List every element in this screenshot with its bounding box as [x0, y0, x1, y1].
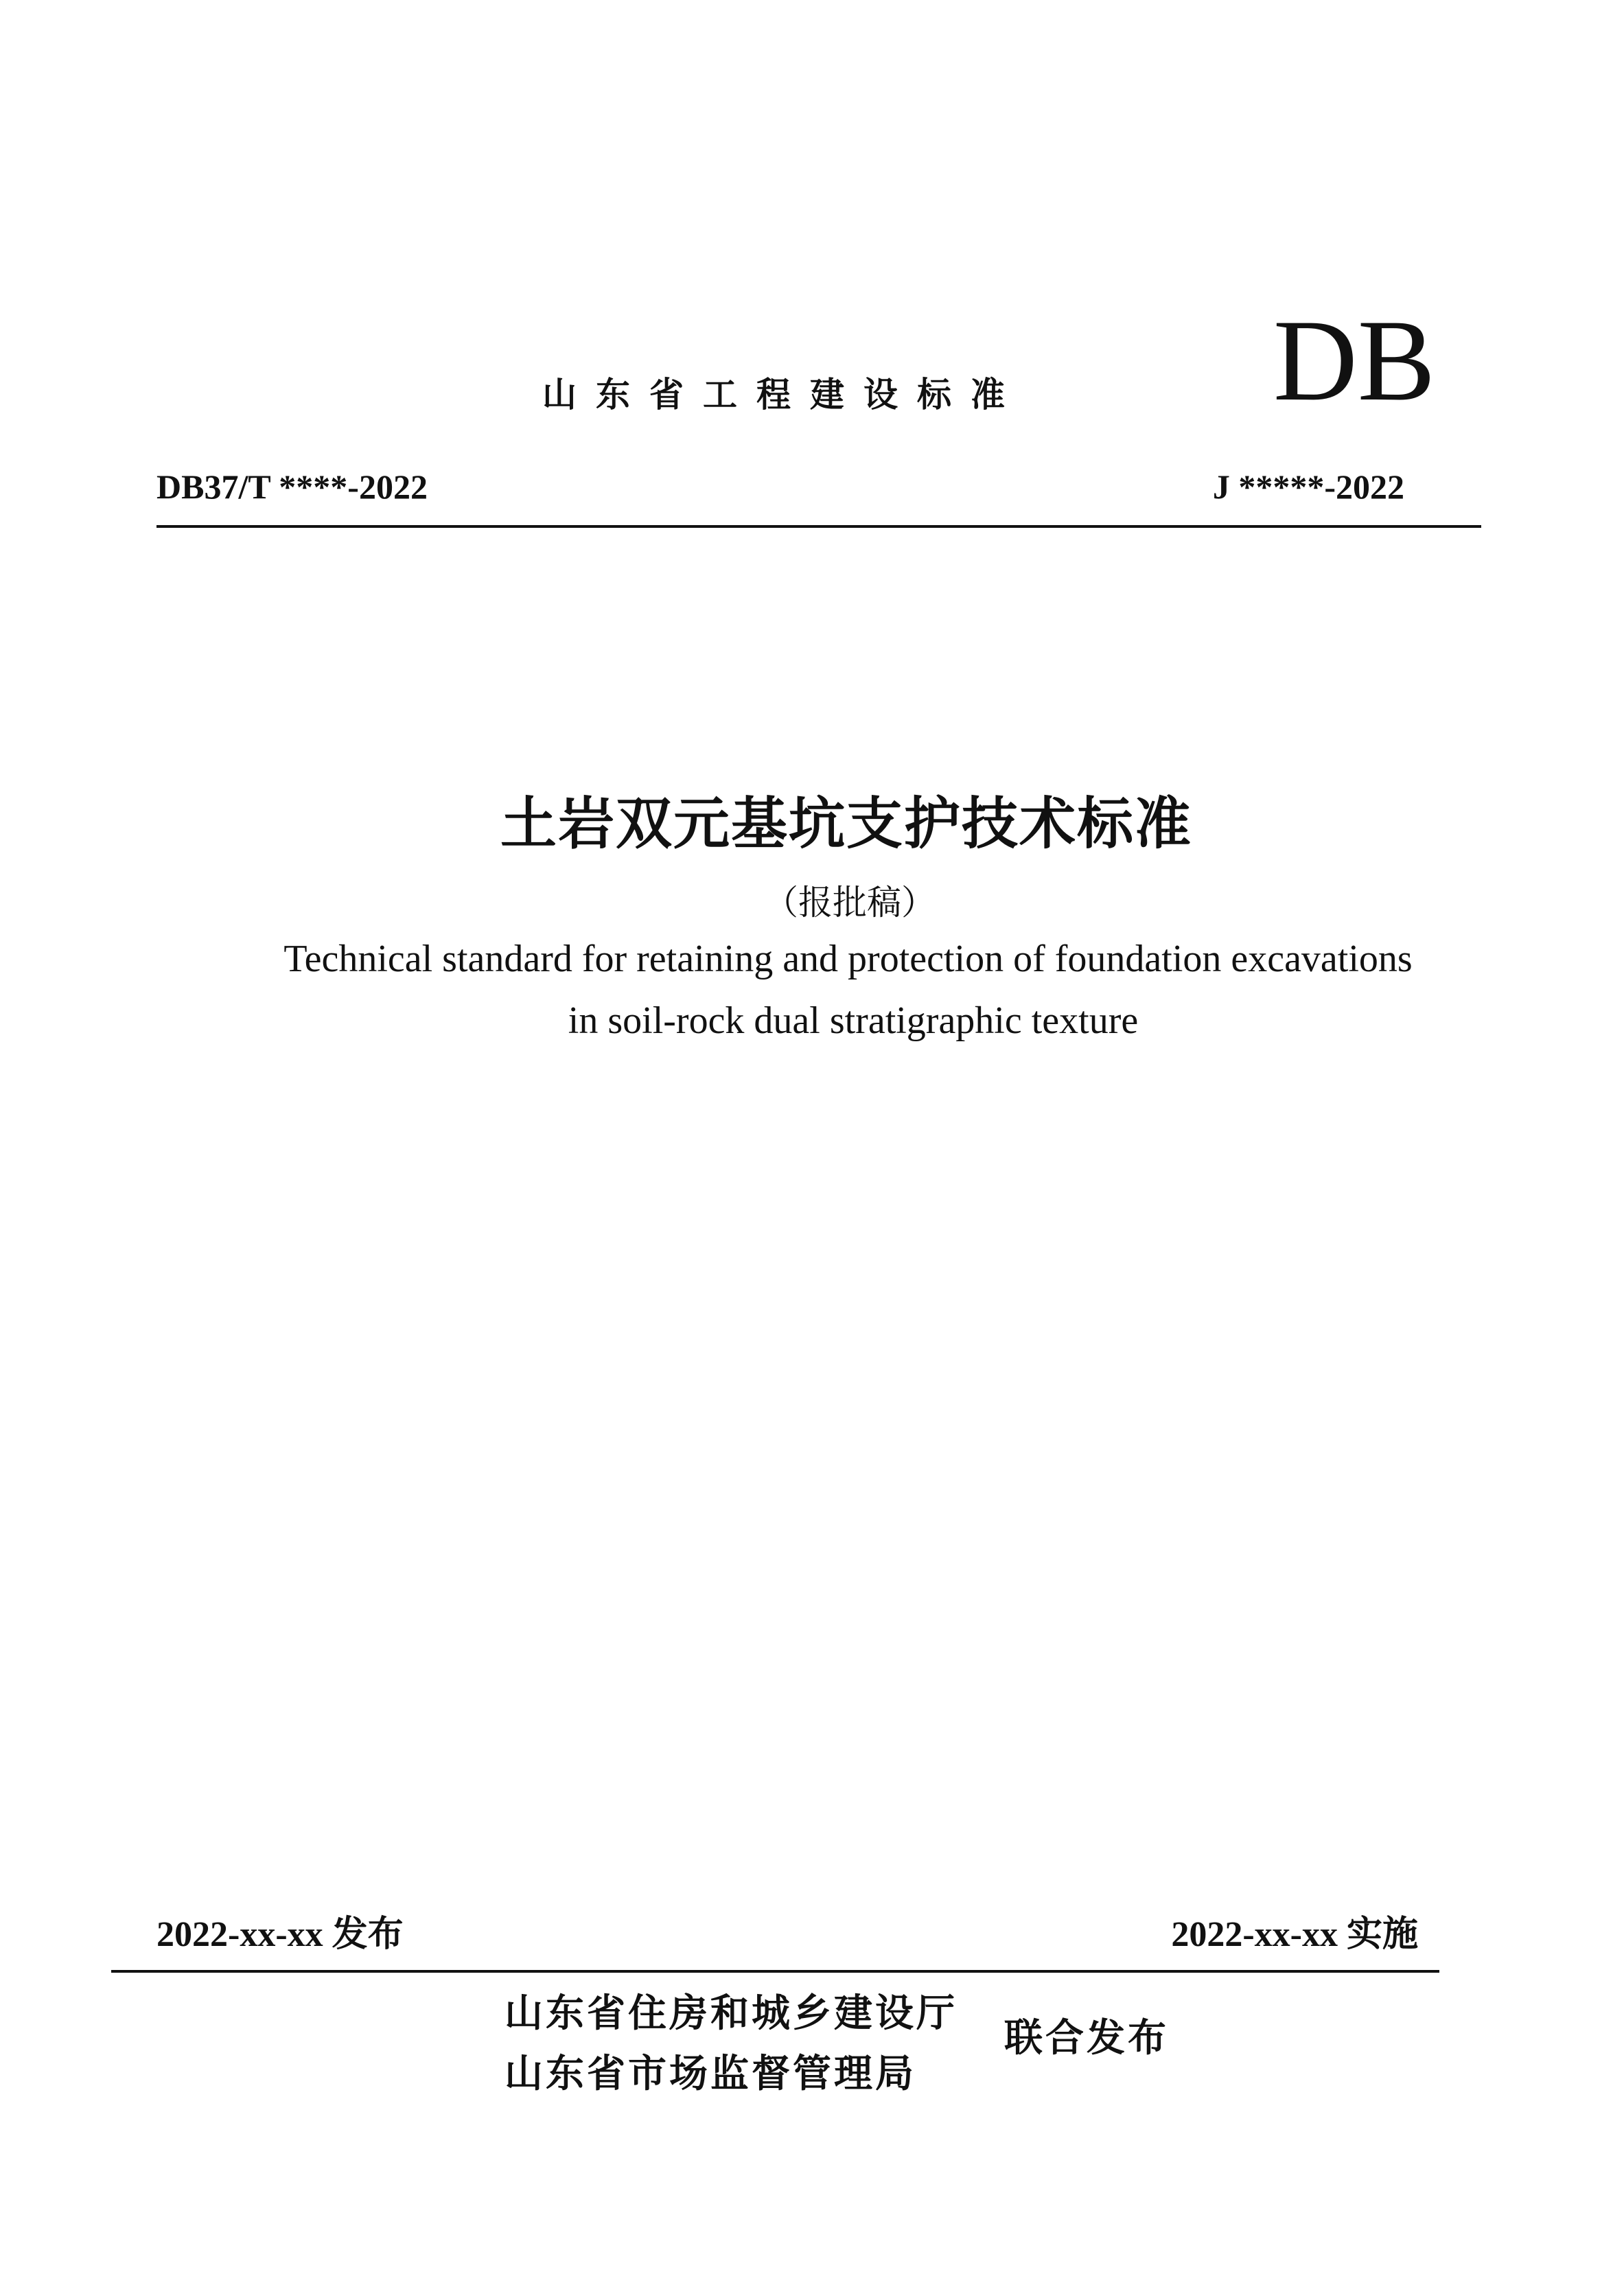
- issuer-housing-department: 山东省住房和城乡建设厅: [504, 1991, 958, 2036]
- english-title-line-2: in soil-rock dual stratigraphic texture: [568, 999, 1139, 1042]
- english-title-line-1: Technical standard for retaining and protection of foundation excavations: [283, 938, 1413, 980]
- record-number: J *****-2022: [1212, 467, 1404, 506]
- issuing-authorities: [504, 1984, 958, 2104]
- footer-divider: [111, 1970, 1439, 1973]
- issue-date: [156, 1905, 404, 1956]
- series-title: 山东省工程建设标准: [542, 375, 1024, 415]
- standard-number: DB37/T ****-2022: [156, 467, 428, 506]
- header-divider: [156, 525, 1481, 528]
- draft-label: （报批稿）: [764, 883, 936, 923]
- db-mark: DB: [1273, 296, 1436, 425]
- issuer-market-regulation: 山东省市场监督管理局: [504, 2052, 916, 2096]
- issue-date-value: 2022-xx-xx: [156, 1915, 323, 1954]
- document-title: 土岩双元基坑支护技术标准: [500, 791, 1192, 857]
- implement-label: 实施: [1346, 1914, 1418, 1955]
- implement-date: [1171, 1905, 1418, 1956]
- issue-label: 发布: [332, 1914, 404, 1955]
- joint-issue-label: 联合发布: [1004, 2016, 1169, 2061]
- implement-date-value: 2022-xx-xx: [1171, 1915, 1338, 1954]
